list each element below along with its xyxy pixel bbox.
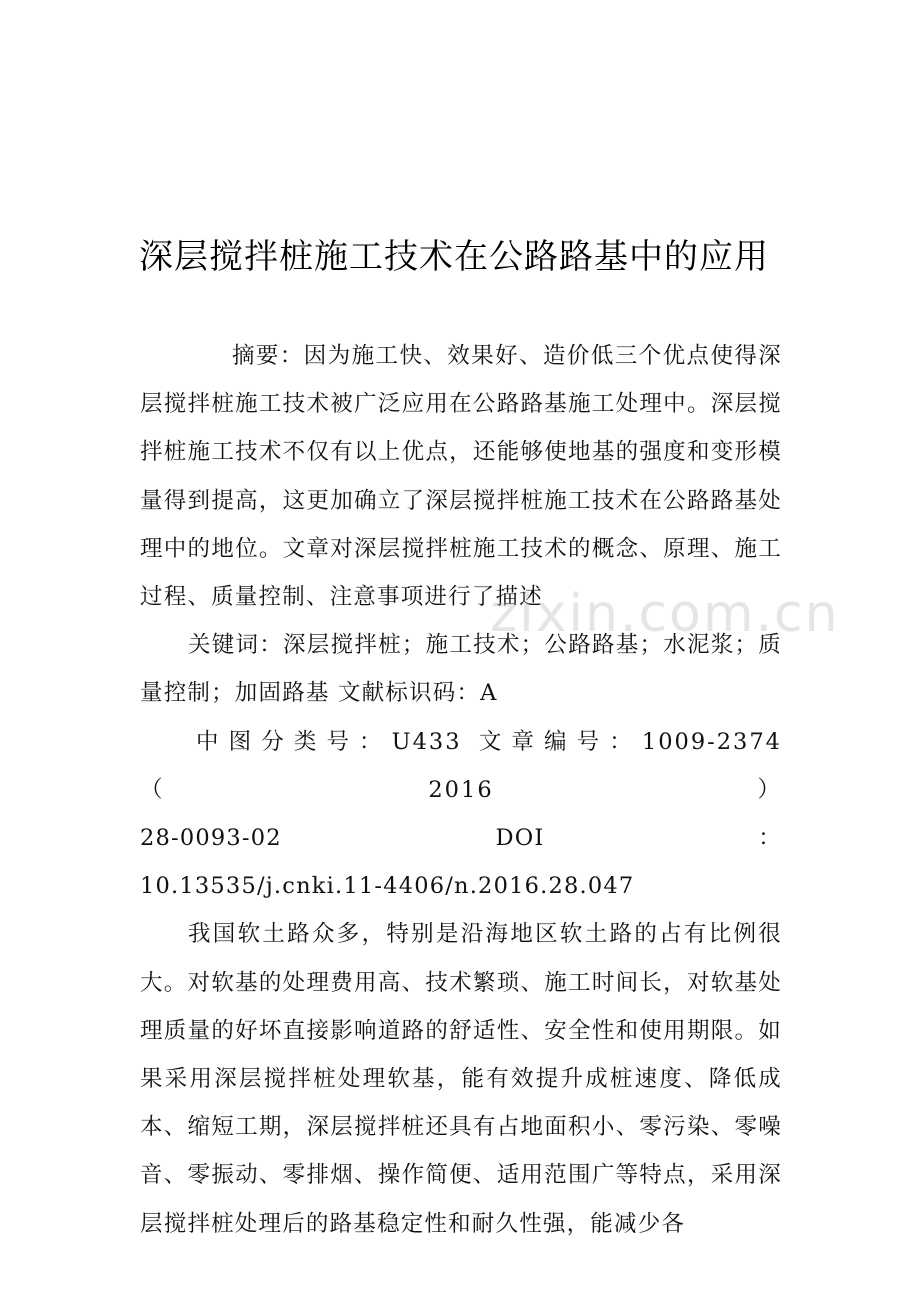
watermark: zixin.com.cn bbox=[490, 584, 840, 644]
abstract-paragraph: 摘要：因为施工快、效果好、造价低三个优点使得深层搅拌桩施工技术被广泛应用在公路路基施工处理中。深层搅拌桩施工技术不仅有以上优点，还能够使地基的强度和变形模量得到提高，这更加确立了深层搅拌桩施工技术在公路路基处理中的地位。文章对深层搅拌桩施工技术的概念、原理、施工过程、质量控制、注意事项进行了描述 bbox=[140, 343, 782, 611]
doi-label: DOI bbox=[495, 825, 545, 852]
classification-line: 中图分类号：U433 文章编号：1009-2374（2016） bbox=[140, 728, 782, 803]
keywords-paragraph: 关键词：深层搅拌桩；施工技术；公路路基；水泥浆；质量控制；加固路基 文献标识码：A bbox=[140, 632, 782, 707]
article-number-tail: 28-0093-02 bbox=[140, 825, 282, 852]
article-number-doi-line bbox=[140, 814, 782, 862]
document-body bbox=[140, 332, 782, 1248]
doi-value: 10.13535/j.cnki.11-4406/n.2016.28.047 bbox=[140, 873, 635, 900]
doi-colon: ： bbox=[758, 825, 782, 852]
intro-paragraph: 我国软土路众多，特别是沿海地区软土路的占有比例很大。对软基的处理费用高、技术繁琐、施工时间长，对软基处理质量的好坏直接影响道路的舒适性、安全性和使用期限。如果采用深层搅拌桩处理软基，能有效提升成桩速度、降低成本、缩短工期，深层搅拌桩还具有占地面积小、零污染、零噪音、零振动、零排烟、操作简便、适用范围广等特点，采用深层搅拌桩处理后的路基稳定性和耐久性强，能减少各 bbox=[140, 921, 782, 1237]
document-title: 深层搅拌桩施工技术在公路路基中的应用 bbox=[139, 237, 769, 277]
